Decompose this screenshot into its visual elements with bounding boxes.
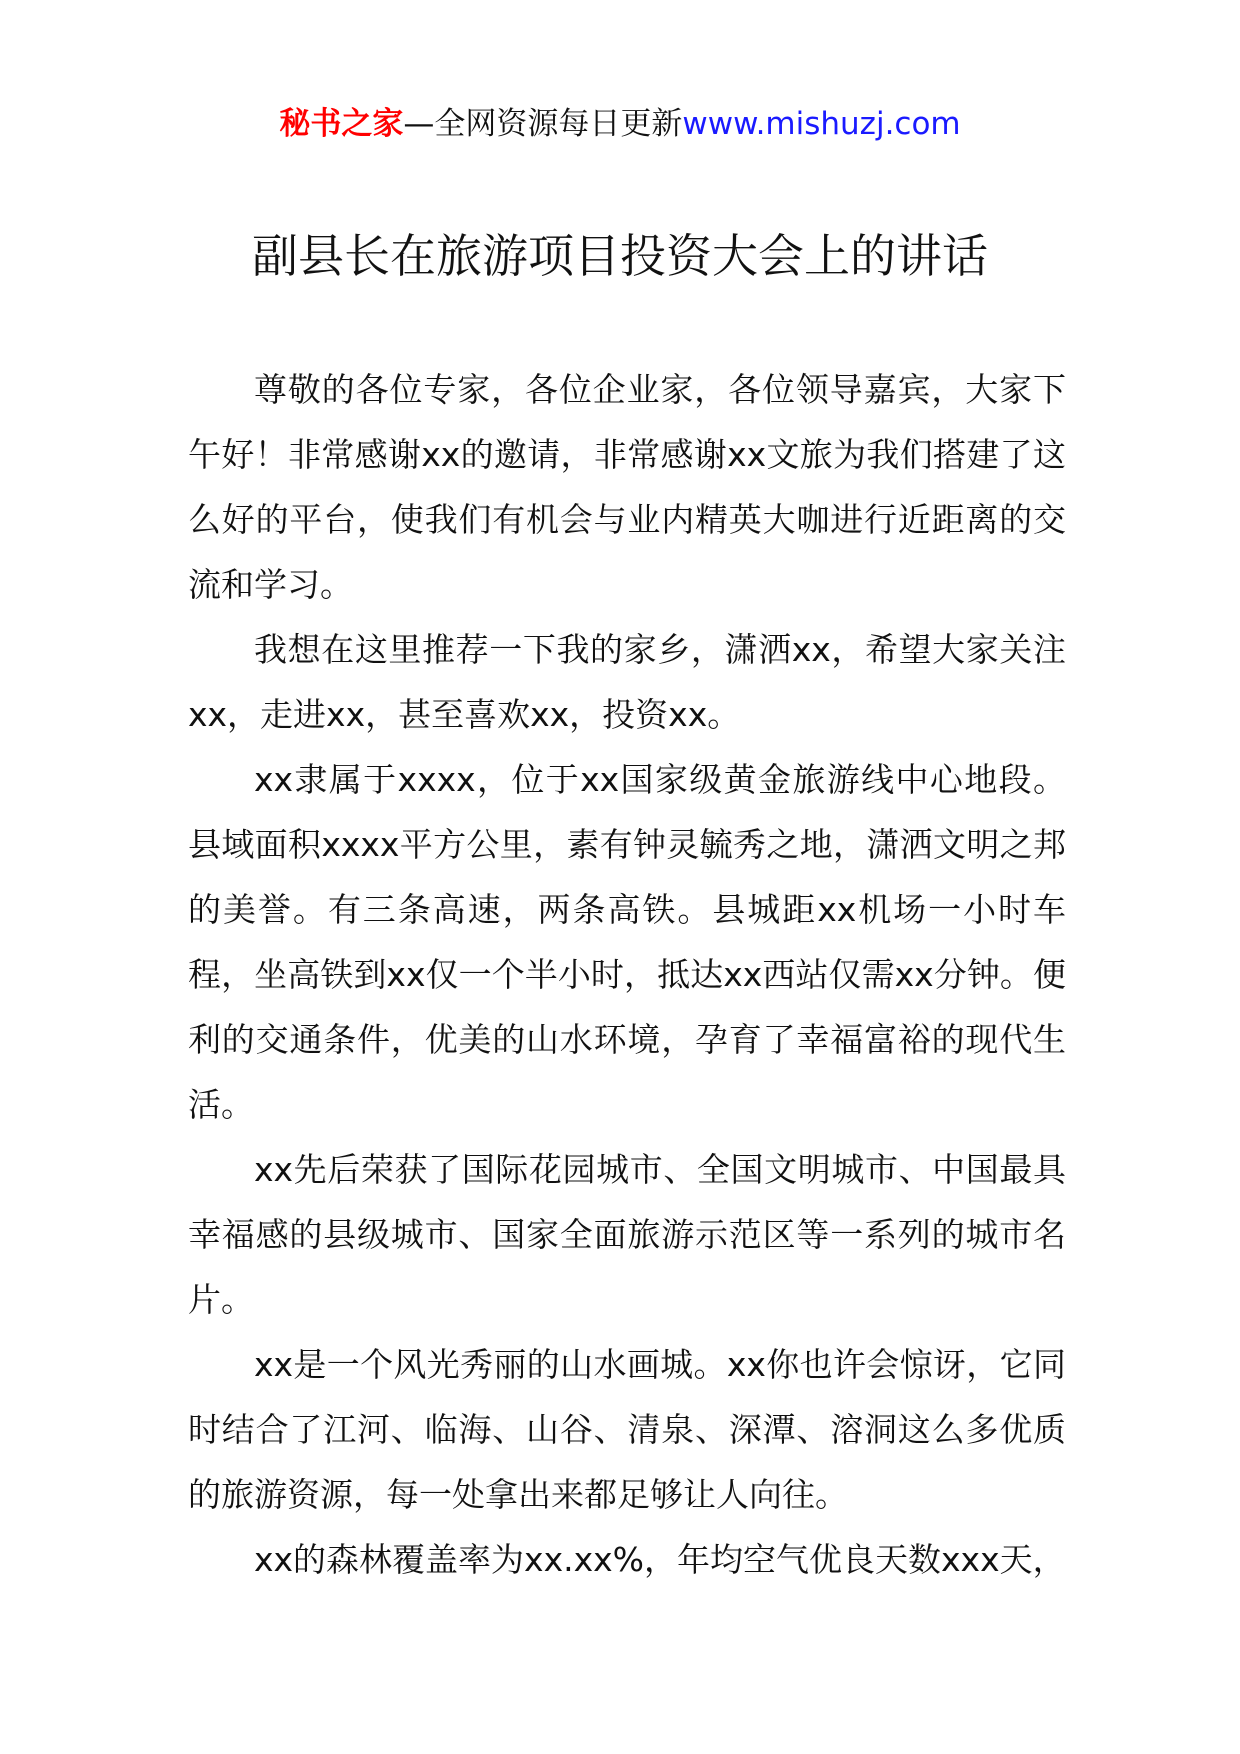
paragraph-scenery: xx是一个风光秀丽的山水画城。xx你也许会惊讶，它同时结合了江河、临海、山谷、清泉、深潭、溶洞这么多优质的旅游资源，每一处拿出来都足够让人向往。 bbox=[188, 1345, 1066, 1514]
document-body bbox=[188, 357, 1066, 1592]
document-title: 副县长在旅游项目投资大会上的讲话 bbox=[252, 229, 988, 283]
paragraph-honors: xx先后荣获了国际花园城市、全国文明城市、中国最具幸福感的县级城市、国家全面旅游示范区等一系列的城市名片。 bbox=[188, 1150, 1066, 1319]
brand-name: 秘书之家 bbox=[279, 106, 404, 142]
paragraph-recommend: 我想在这里推荐一下我的家乡，潇洒xx，希望大家关注xx，走进xx，甚至喜欢xx，投资xx。 bbox=[188, 630, 1066, 734]
header-tagline: —全网资源每日更新 bbox=[403, 106, 683, 142]
paragraph-location: xx隶属于xxxx，位于xx国家级黄金旅游线中心地段。县域面积xxxx平方公里，素有钟灵毓秀之地，潇洒文明之邦的美誉。有三条高速，两条高铁。县城距xx机场一小时车程，坐高铁到xx仅一个半小时，抵达xx西站仅需xx分钟。便利的交通条件，优美的山水环境，孕育了幸福富裕的现代生活。 bbox=[188, 760, 1066, 1124]
site-url-link[interactable]: www.mishuzj.com bbox=[682, 106, 961, 142]
paragraph-forest: xx的森林覆盖率为xx.xx%，年均空气优良天数xxx天， bbox=[254, 1540, 1066, 1579]
paragraph-greeting: 尊敬的各位专家，各位企业家，各位领导嘉宾，大家下午好！非常感谢xx的邀请，非常感谢xx文旅为我们搭建了这么好的平台，使我们有机会与业内精英大咖进行近距离的交流和学习。 bbox=[188, 370, 1066, 604]
site-header bbox=[0, 100, 1240, 148]
